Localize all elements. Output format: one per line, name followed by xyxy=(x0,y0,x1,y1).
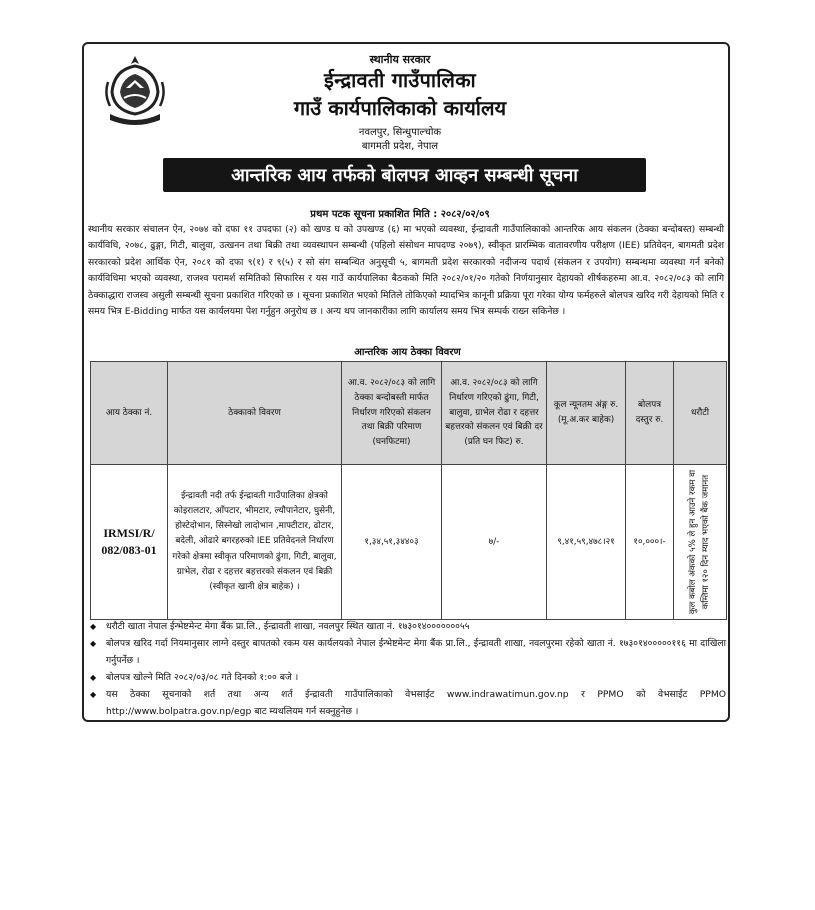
deposit-wrap xyxy=(677,467,723,617)
diamond-bullet-icon: ◆ xyxy=(90,622,97,631)
cell-rate: ७/- xyxy=(442,465,547,620)
header-fee: बोलपत्र दस्तुर रु. xyxy=(626,362,674,465)
list-item xyxy=(90,635,726,669)
header-deposit: धरौटी xyxy=(674,362,727,465)
notice-body: स्थानीय सरकार संचालन ऐन, २०७४ को दफा ११ उपदफा (२) को खण्ड घ को उपखण्ड (६) मा भएको व्यवस्था, ईन्द्रावती गाउँपालिकाको आन्तरिक आय संकलन (ठेक्का बन्दोबस्त) सम्बन्धी कार्यविधि, २०७८, ढुङ्गा, गिटी, बालुवा, उत्खनन तथा बिक्री तथा व्यवस्थापन सम्बन्धी (पहिलो संसोधन मापदण्ड २०७९), स्वीकृत प्रारम्भिक वातावरणीय परीक्षण (IEE) प्रतिवेदन, बागमती प्रदेश सरकारको प्रदेश आर्थिक ऐन, २०८१ को दफा ९(१) र ९(५) र सो संग सम्बन्धित अनुसूची ५, बागमती प्रदेश सरकारको नदीजन्य पदार्थ (संकलन र उपयोग) सम्बन्धमा व्यवस्था गर्न बनेको कार्यविधिमा भएको व्यवस्था, राजश्व परामर्श समितिको सिफारिस र यस गाउँ कार्यपालिका बैठकको मिति २०८२/०१/२० गतेको निर्णयानुसार देहायको शीर्षकहरुमा आ.व. २०८२/०८३ को लागि ठेक्काद्धारा राजस्व असुली सम्बन्धी सूचना प्रकाशित गरिएको छ । सूचना प्रकाशित भएको मितिले तोकिएको म्यादभित्र कानूनी प्रक्रिया पूरा गरेका योग्य फर्महरुले बोलपत्र खरिद गरी देहायको मिति र समय भित्र E-Bidding मार्फत यस कार्यलयमा पेश गर्नुहुन अनुरोध छ । अन्य थप जानकारीका लागि कार्यालय समय भित्र सम्पर्क राख्न सकिनेछ । xyxy=(88,224,724,318)
table-row xyxy=(91,465,727,620)
table-title: आन्तरिक आय ठेक्का विवरण xyxy=(354,347,461,358)
note-text: यस ठेक्का सूचनाको शर्त तथा अन्य शर्त ईन्द्रावती गाउँपालिकाको वेभसाईट www.indrawatimun.gov.np र PPMO को वेभसाईट PPMO http://www.bolpatra.gov.np/egp बाट म्यथलियम गर्न सक्नुहुनेछ । xyxy=(106,689,726,717)
cell-description: ईन्द्रावती नदी तर्फ ईन्द्रावती गाउँपालिका क्षेत्रको कोइरालटार, आँपटार, भीमटार, ल्यौपानेटार, घुसेनी, होस्टेदोभान, सिस्नेखो लादोभान ,माफ्टीटार, ढोटार, बदेली, ओढारे बगरहरुको IEE प्रतिवेदनले निर्धारण गरेको क्षेत्रमा स्वीकृत परिमाणको ढुंगा, गिटी, बालुवा, ग्राभेल, रोढा र दहत्तर बहत्तरको संकलन एवं बिक्री (स्वीकृत खानी क्षेत्र बाहेक) । xyxy=(168,465,342,620)
header-total: कूल न्यूनतम अंङ्ग रु. (मू.अ.कर बाहेक) xyxy=(547,362,626,465)
diamond-bullet-icon: ◆ xyxy=(90,690,97,699)
header-quantity: आ.व. २०८२/०८३ को लागि ठेक्का बन्दोबस्ती मार्फत निर्धारण गरिएको संकलन तथा बिक्री परिमाण (घनफिटमा) xyxy=(342,362,442,465)
cell-fee: १०,०००।- xyxy=(626,465,674,620)
publish-date: प्रथम पटक सूचना प्रकाशित मिति : २०८२/०२/०९ xyxy=(310,209,490,220)
office-name: गाउँ कार्यपालिकाको कार्यालय xyxy=(293,96,507,120)
list-item xyxy=(90,686,726,720)
table-header-row xyxy=(91,362,727,465)
municipality-name: ईन्द्रावती गाउँपालिका xyxy=(324,68,476,92)
deposit-text: कुल कबोल अंकको ५% ले हुन आउने रकम वा कम्तिमा १२० दिन म्याद भएको बैंक जमानत xyxy=(688,469,711,615)
note-text: धरौटी खाता नेपाल ईन्भेष्टमेन्ट मेगा बैंक प्रा.लि., ईन्द्रावती शाखा, नवलपुर स्थित खाता नं. १७३०१४०००००००५५ xyxy=(106,621,470,632)
header-rate: आ.व. २०८२/०८३ को लागि निर्धारण गरिएको ढुंगा, गिटी, बालुवा, ग्राभेल रोढा र दहत्तर बहत्तरको संकलन एवं बिक्री दर (प्रति घन फिट) रु. xyxy=(442,362,547,465)
list-item xyxy=(90,618,726,635)
diamond-bullet-icon: ◆ xyxy=(90,673,97,682)
list-item xyxy=(90,669,726,686)
notice-title: आन्तरिक आय तर्फको बोलपत्र आव्हन सम्बन्धी सूचना xyxy=(163,158,646,192)
cell-quantity: १,३४,५१,३४४०३ xyxy=(342,465,442,620)
cell-total: ९,४१,५९,४७८।२१ xyxy=(547,465,626,620)
notes-list xyxy=(90,618,726,720)
diamond-bullet-icon: ◆ xyxy=(90,639,97,648)
address-line-1: नवलपुर, सिन्धुपाल्चोक xyxy=(358,127,442,138)
contract-table xyxy=(90,361,727,620)
cell-contract-no: IRMSI/R/ 082/083-01 xyxy=(91,465,168,620)
cell-deposit xyxy=(674,465,727,620)
note-text: बोलपत्र खोल्ने मिति २०८२/०३/०८ गते दिनको १:०० बजे । xyxy=(106,672,299,683)
note-text: बोलपत्र खरिद गर्दा नियमानुसार लाग्ने दस्तुर बापतको रकम यस कार्यलयको नेपाल ईन्भेष्टमेन्ट मेगा बैंक प्रा.लि., ईन्द्रावती शाखा, नवलपुरमा रहेको खाता नं. १७३०१४०००००११६ मा दाखिला गर्नुपर्नेछ । xyxy=(106,638,726,666)
government-level: स्थानीय सरकार xyxy=(369,53,431,66)
header-description: ठेक्काको विवरण xyxy=(168,362,342,465)
header-contract-no: आय ठेक्का नं. xyxy=(91,362,168,465)
address-line-2: बागमती प्रदेश, नेपाल xyxy=(361,141,439,152)
